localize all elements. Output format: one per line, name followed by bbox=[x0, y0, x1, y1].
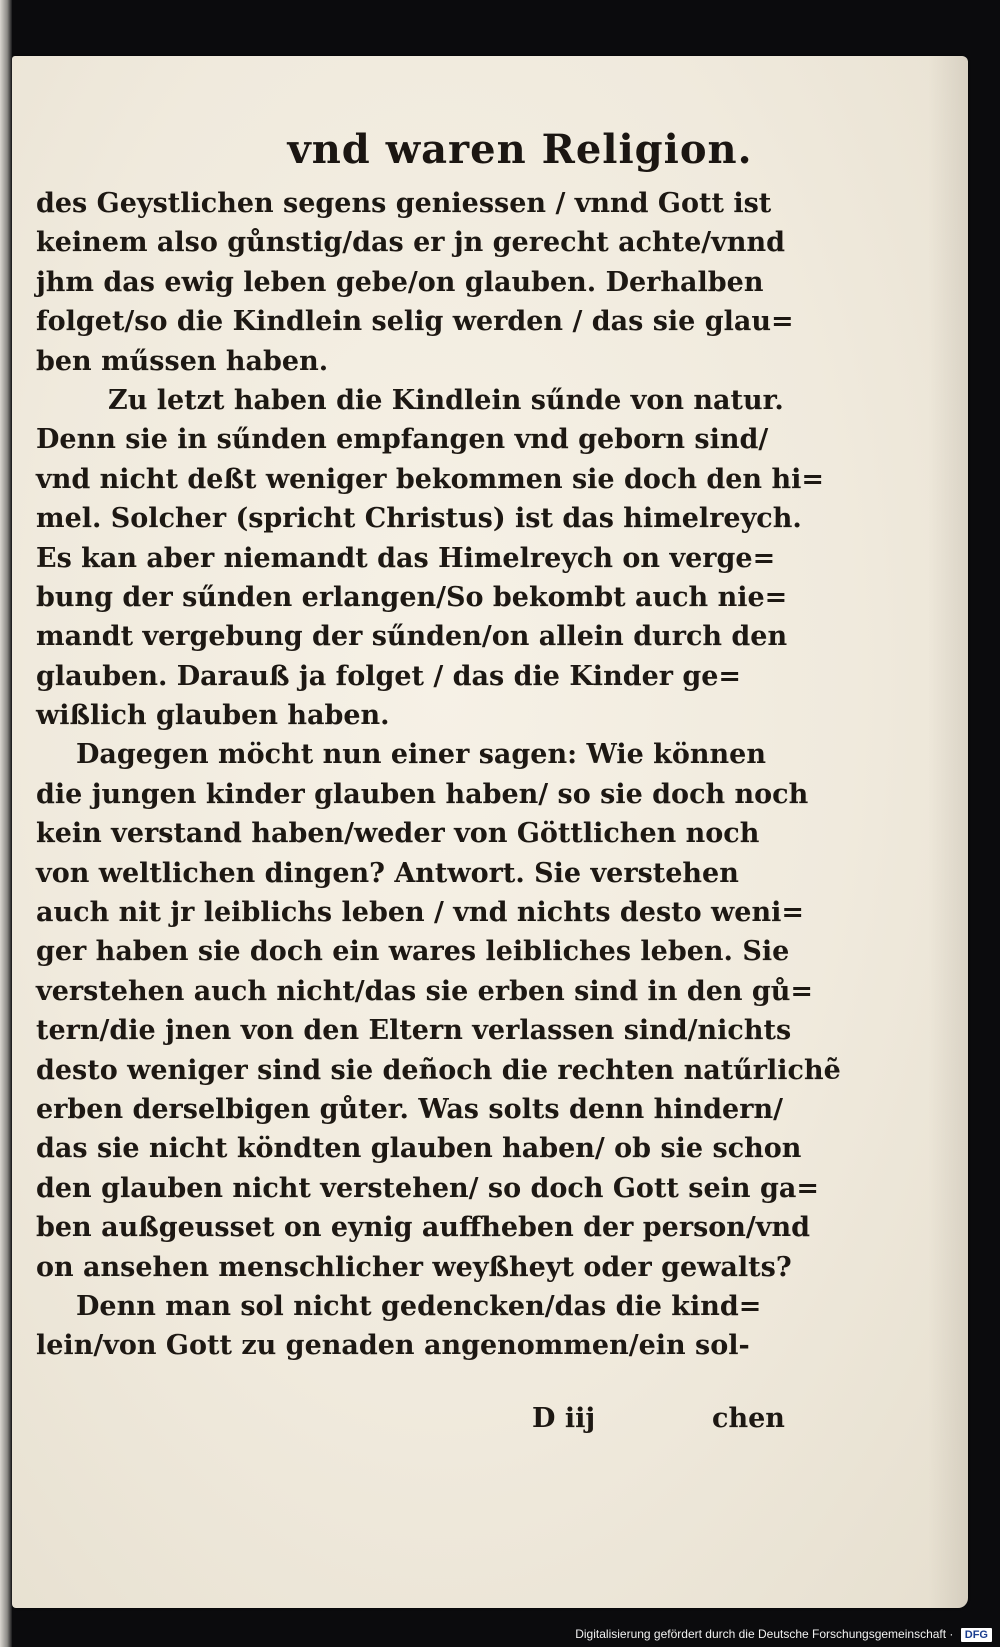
text-line: verstehen auch nicht/das sie erben sind in den gů= bbox=[36, 975, 814, 1007]
dfg-logo-icon: DFG bbox=[961, 1628, 992, 1642]
text-line: keinem also gůnstig/das er jn gerecht achte/vnnd bbox=[36, 227, 785, 259]
text-line: kein verstand haben/weder von Göttlichen noch bbox=[36, 818, 760, 850]
running-head: vnd waren Religion. bbox=[287, 126, 753, 173]
text-line: mel. Solcher (spricht Christus) ist das himelreych. bbox=[36, 503, 802, 535]
credit-text: Digitalisierung gefördert durch die Deutsche Forschungsgemeinschaft · bbox=[575, 1627, 954, 1641]
text-line: von weltlichen dingen? Antwort. Sie verstehen bbox=[36, 857, 739, 889]
text-line: Dagegen möcht nun einer sagen: Wie können bbox=[76, 739, 766, 771]
text-line: ger haben sie doch ein wares leibliches leben. Sie bbox=[36, 936, 790, 968]
text-line: Denn man sol nicht gedencken/das die kind= bbox=[76, 1290, 762, 1322]
book-page bbox=[12, 56, 968, 1608]
text-line: on ansehen menschlicher weyßheyt oder gewalts? bbox=[36, 1251, 792, 1283]
text-line: des Geystlichen segens geniessen / vnnd Gott ist bbox=[36, 188, 772, 219]
page-footer bbox=[12, 1403, 968, 1443]
signature-mark: D iij bbox=[532, 1403, 596, 1434]
text-line: lein/von Gott zu genaden angenommen/ein sol- bbox=[36, 1330, 750, 1362]
text-line: die jungen kinder glauben haben/ so sie doch noch bbox=[36, 778, 809, 810]
text-line: erben derselbigen gůter. Was solts denn hindern/ bbox=[36, 1093, 783, 1125]
text-line: glauben. Darauß ja folget / das die Kinder ge= bbox=[36, 660, 742, 692]
text-line: Es kan aber niemandt das Himelreych on verge= bbox=[36, 542, 776, 574]
text-line: den glauben nicht verstehen/ so doch Gott sein ga= bbox=[36, 1172, 819, 1204]
text-line: jhm das ewig leben gebe/on glauben. Derhalben bbox=[36, 266, 764, 298]
text-line: ben műssen haben. bbox=[36, 345, 329, 377]
page-shading bbox=[928, 56, 968, 1608]
body-text bbox=[36, 184, 841, 1366]
catchword: chen bbox=[712, 1403, 785, 1434]
book-edge bbox=[0, 0, 12, 1647]
text-line: auch nit jr leiblichs leben / vnd nichts desto weni= bbox=[36, 897, 804, 929]
text-line: das sie nicht köndten glauben haben/ ob sie schon bbox=[36, 1133, 802, 1165]
text-line: desto weniger sind sie deñoch die rechten natűrlichẽ bbox=[36, 1054, 841, 1086]
text-line: ben außgeusset on eynig auffheben der person/vnd bbox=[36, 1212, 810, 1244]
text-line: bung der sűnden erlangen/So bekombt auch nie= bbox=[36, 581, 788, 613]
text-line: wißlich glauben haben. bbox=[36, 700, 390, 732]
text-line: vnd nicht deßt weniger bekommen sie doch den hi= bbox=[36, 463, 824, 495]
text-line: Denn sie in sűnden empfangen vnd geborn sind/ bbox=[36, 424, 769, 456]
text-line: Zu letzt haben die Kindlein sűnde von natur. bbox=[108, 384, 784, 416]
text-line: mandt vergebung der sűnden/on allein durch den bbox=[36, 621, 788, 653]
text-line: tern/die jnen von den Eltern verlassen sind/nichts bbox=[36, 1015, 792, 1047]
text-line: folget/so die Kindlein selig werden / das sie glau= bbox=[36, 306, 794, 338]
digitization-credit bbox=[400, 1621, 1000, 1647]
